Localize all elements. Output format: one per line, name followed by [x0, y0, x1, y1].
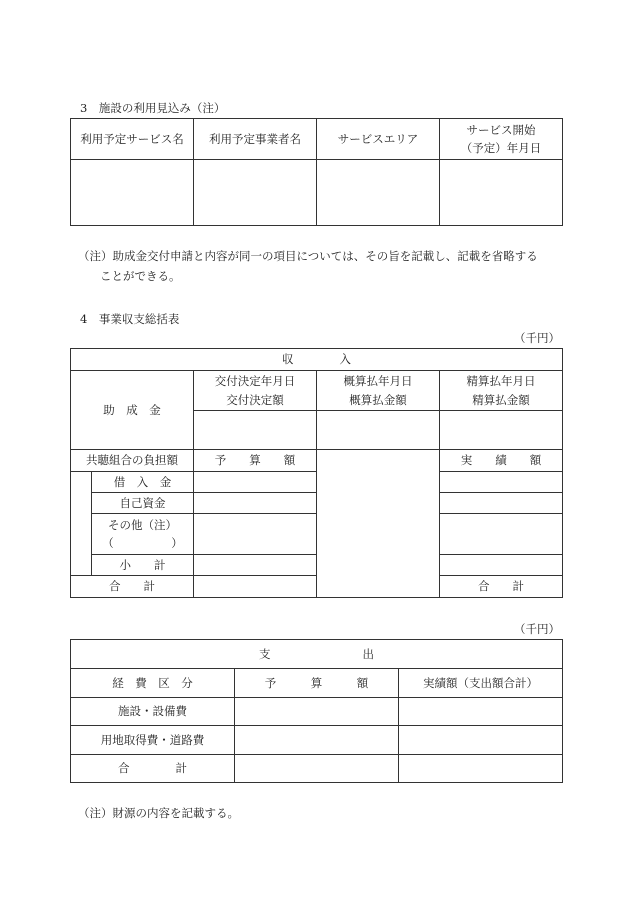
other-actual	[440, 514, 563, 555]
section3-note-line2: ことができる。	[100, 269, 181, 283]
estimated-payment-amount-label: 概算払金額	[349, 392, 407, 407]
footnote: （注）財源の内容を記載する。	[78, 806, 239, 820]
grant-col3-header	[440, 371, 563, 411]
actual-header: 実 績 額	[440, 450, 563, 472]
loan-label: 借 入 金	[92, 472, 194, 493]
header-service-area: サービスエリア	[317, 119, 440, 160]
total-label: 合 計	[71, 576, 194, 598]
cell-service-area	[317, 160, 440, 226]
unit-label-expense: （千円）	[514, 622, 560, 636]
expense-total-actual	[399, 755, 563, 783]
subtotal-actual	[440, 555, 563, 576]
expense-row-facilities: 施設・設備費	[71, 698, 235, 726]
grant-decision-amount-label: 交付決定額	[226, 392, 284, 407]
facilities-budget	[235, 698, 399, 726]
budget-header: 予 算 額	[194, 450, 317, 472]
burden-label: 共聴組合の負担額	[71, 450, 194, 472]
grant-col2-header	[317, 371, 440, 411]
unit-label-income: （千円）	[514, 331, 560, 345]
other-label: その他（注）	[108, 517, 177, 532]
header-start-date-line1: サービス開始	[466, 122, 536, 137]
other-label-cell	[92, 514, 194, 555]
facilities-actual	[399, 698, 563, 726]
grant-decision-date-label: 交付決定年月日	[214, 374, 296, 389]
income-table	[70, 348, 563, 598]
other-budget	[194, 514, 317, 555]
income-title: 収 入	[71, 349, 563, 371]
expense-header-category: 経 費 区 分	[71, 669, 235, 698]
facility-usage-table	[70, 118, 563, 226]
expense-row-land-road: 用地取得費・道路費	[71, 726, 235, 755]
expense-title: 支 出	[71, 640, 563, 669]
section4-heading: 4 事業収支総括表	[80, 312, 180, 326]
settlement-value	[440, 411, 563, 450]
other-paren: （ ）	[102, 536, 183, 550]
own-funds-budget	[194, 493, 317, 514]
settlement-amount-label: 精算払金額	[472, 392, 530, 407]
subtotal-label: 小 計	[92, 555, 194, 576]
estimated-payment-date-label: 概算払年月日	[343, 374, 413, 389]
header-start-date-line2: （予定）年月日	[460, 141, 542, 155]
cell-start-date	[440, 160, 563, 226]
blank-middle-cell	[317, 450, 440, 598]
header-operator-name: 利用予定事業者名	[194, 119, 317, 160]
total-label-right: 合 計	[440, 576, 563, 598]
cell-service-name	[71, 160, 194, 226]
grant-col1-header	[194, 371, 317, 411]
own-funds-actual	[440, 493, 563, 514]
grant-decision-value	[194, 411, 317, 450]
expense-header-budget: 予 算 額	[235, 669, 399, 698]
cell-operator-name	[194, 160, 317, 226]
grant-label: 助 成 金	[71, 371, 194, 450]
expense-total-budget	[235, 755, 399, 783]
indent-cell	[71, 472, 92, 576]
own-funds-label: 自己資金	[92, 493, 194, 514]
expense-row-total: 合 計	[71, 755, 235, 783]
loan-actual	[440, 472, 563, 493]
land-road-actual	[399, 726, 563, 755]
header-service-name: 利用予定サービス名	[71, 119, 194, 160]
settlement-date-label: 精算払年月日	[466, 374, 536, 389]
subtotal-budget	[194, 555, 317, 576]
section3-heading: 3 施設の利用見込み（注）	[80, 101, 226, 115]
expense-header-actual: 実績額（支出額合計）	[399, 669, 563, 698]
expense-table	[70, 639, 563, 783]
section3-note-line1: （注）助成金交付申請と内容が同一の項目については、その旨を記載し、記載を省略する	[78, 249, 538, 263]
loan-budget	[194, 472, 317, 493]
estimated-payment-value	[317, 411, 440, 450]
land-road-budget	[235, 726, 399, 755]
total-budget	[194, 576, 317, 598]
header-start-date	[440, 119, 563, 160]
